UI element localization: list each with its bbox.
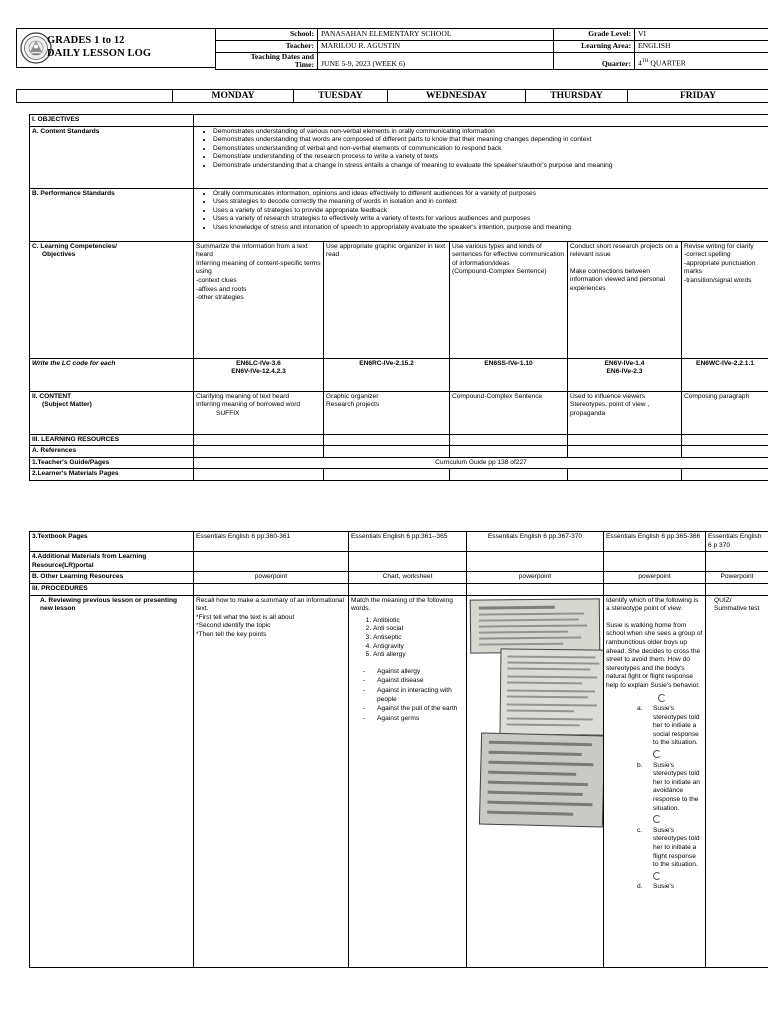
procedure-monday	[194, 595, 349, 967]
procedure-friday	[706, 595, 768, 967]
lesson-grid-bottom	[29, 531, 768, 968]
lc-code: EN6V-IVe-1.4	[604, 359, 645, 367]
tue-meaning: - Against in interacting with people	[377, 687, 464, 704]
procedure-fri-line: Summative test	[714, 605, 760, 613]
lc-mon-line: Inferring meaning of content-specific terms using	[196, 259, 321, 276]
procedure-mon-line: *Then tell the key points	[196, 630, 267, 638]
lc-thu-line: Make connections between information viewed and personal experiences	[570, 267, 665, 292]
dates-value: JUNE 5-9, 2023 (WEEK 6)	[318, 53, 554, 70]
performance-standard-item: • Orally communicates information, opinions and ideas effectively to different audiences for a variety of purposes	[213, 190, 766, 199]
competencies-label	[30, 241, 194, 358]
content-label-1: II. CONTENT	[32, 392, 72, 400]
thu-story: Susie is walking home from school when she sees a group of rambunctious older boys up ahead. She decides to cross the street to avoid them. How do stereotypes and the body's natural fight or flight response help to explain Susie's behavior.	[606, 621, 703, 689]
performance-standard-item: • Uses a variety of strategies to provide appropriate feedback	[213, 207, 766, 216]
performance-standards-label: B. Performance Standards	[30, 188, 194, 241]
content-monday	[194, 391, 324, 434]
logo-box	[16, 28, 216, 68]
tue-meaning: - Against allergy	[377, 668, 464, 677]
content-fri-line: Composing paragraph	[684, 392, 750, 400]
lc-code: EN6-IVe-2.3	[606, 368, 643, 376]
radio-icon[interactable]	[658, 694, 666, 702]
resources-title: III. LEARNING RESOURCES	[30, 434, 194, 446]
content-wed-line: Compound-Complex Sentence	[452, 392, 543, 400]
lc-code: EN6LC-IVe-3.6	[236, 359, 281, 367]
content-mon-suffix: SUFFIX	[216, 409, 240, 417]
performance-standards	[194, 188, 768, 241]
learners-materials-label: 2.Learner's Materials Pages	[30, 469, 194, 481]
days-bar	[16, 89, 768, 103]
content-standards-label: A. Content Standards	[30, 126, 194, 188]
worksheet-photo-3	[479, 732, 604, 827]
lc-code-label: Write the LC code for each	[30, 358, 194, 391]
thu-question: Identify which of the following is a stereotype point of view.	[606, 596, 699, 613]
procedure-mon-line: *First tell what the text is all about	[196, 613, 295, 621]
content-tuesday	[324, 391, 450, 434]
teachers-guide-label: 1.Teacher's Guide/Pages	[30, 457, 194, 469]
lc-friday	[682, 241, 768, 358]
content-mon-line: Inferring meaning of borrowed word	[196, 401, 301, 409]
choice-mark: c.	[637, 826, 643, 834]
area-value: ENGLISH	[635, 41, 768, 53]
lc-code: EN6RC-IVe-2.15.2	[359, 359, 414, 367]
lc-code-wednesday	[450, 358, 568, 391]
lc-wed-line: Use various types and kinds of sentences for effective communication of information/ideas	[452, 242, 565, 267]
quarter-suffix: TH	[641, 59, 649, 65]
teachers-guide-value: Curriculum Guide pp 138 of227	[194, 457, 768, 469]
radio-icon[interactable]	[653, 750, 661, 758]
radio-icon[interactable]	[653, 815, 661, 823]
content-standard-item: • Demonstrates understanding of various non-verbal elements in orally communicating information	[213, 128, 766, 137]
days-blank	[17, 90, 173, 103]
tue-meaning: - Against the pull of the earth	[377, 705, 464, 714]
lc-code: EN6SS-IVe-1.10	[484, 359, 533, 367]
thu-choice[interactable]	[623, 827, 703, 884]
other-wednesday: powerpoint	[467, 572, 604, 584]
day-monday: MONDAY	[173, 90, 294, 103]
logo-title	[47, 34, 151, 60]
objectives-blank	[194, 115, 768, 127]
tue-word: 4. Antigravity	[373, 643, 464, 652]
content-label-2: (Subject Matter)	[42, 401, 92, 409]
tue-word: 2. Anti social	[373, 625, 464, 634]
lc-thursday	[568, 241, 682, 358]
competencies-label-2: Objectives	[42, 251, 76, 259]
content-thu-line: propaganda	[570, 409, 606, 417]
other-thursday: powerpoint	[604, 572, 706, 584]
day-thursday: THURSDAY	[526, 90, 628, 103]
procedure-mon-line: *Second identify the topic	[196, 622, 271, 630]
content-standards	[194, 126, 768, 188]
lc-wednesday	[450, 241, 568, 358]
tue-word: 5. Anti allergy	[373, 651, 464, 660]
header	[16, 28, 768, 68]
content-standard-item: • Demonstrate understanding of the research process to write a variety of texts	[213, 153, 766, 162]
choice-mark: a.	[637, 705, 643, 713]
performance-standard-item: • Uses knowledge of stress and intonation of speech to appropriately evaluate the speaker's intention, purpose and meaning	[213, 224, 766, 233]
content-standard-item: • Demonstrate understanding that a change in stress entails a change of meaning to evaluate the speaker's/author's purpose and meaning	[213, 162, 766, 171]
content-tue-line: Research projects	[326, 401, 380, 409]
grade-value: VI	[635, 29, 768, 41]
lc-tue-line: Use appropriate graphic organizer in text read	[326, 242, 446, 259]
lc-mon-line: -affixes and roots	[196, 285, 247, 293]
performance-standard-item: • Uses a variety of research strategies to effectively write a variety of texts for various audiences and purposes	[213, 215, 766, 224]
choice-text: Susie's stereotypes told her to initiate a social response to the situation.	[653, 705, 700, 747]
tue-meaning: - Against disease	[377, 677, 464, 686]
lc-code-monday	[194, 358, 324, 391]
day-friday: FRIDAY	[628, 90, 768, 103]
thu-choice-list	[606, 705, 703, 892]
performance-standard-item: • Uses strategies to decode correctly the meaning of words in isolation and in context	[213, 198, 766, 207]
day-wednesday: WEDNESDAY	[388, 90, 526, 103]
procedure-thursday	[604, 595, 706, 967]
logo-line-2: DAILY LESSON LOG	[47, 48, 152, 59]
lc-wed-line: (Compound-Complex Sentence)	[452, 268, 547, 276]
content-wednesday	[450, 391, 568, 434]
procedure-fri-line: QUIZ/	[714, 596, 732, 604]
choice-text: Susie's	[653, 883, 675, 891]
lc-tuesday	[324, 241, 450, 358]
lc-thu-spacer	[570, 260, 679, 268]
lc-fri-line: Revise writing for clarify	[684, 242, 754, 250]
lc-code-friday	[682, 358, 768, 391]
content-standard-item: • Demonstrates understanding of verbal and non-verbal elements of communication to respond back	[213, 145, 766, 154]
lc-mon-line: Summarize the information from a text heard	[196, 242, 308, 259]
radio-icon[interactable]	[653, 872, 661, 880]
quarter-value	[635, 53, 768, 70]
textbook-label: 3.Textbook Pages	[30, 532, 194, 552]
worksheet-photo-2	[499, 648, 603, 735]
school-value: PANASAHAN ELEMENTARY SCHOOL	[318, 29, 554, 41]
teacher-value: MARILOU R. AGUSTIN	[318, 41, 554, 53]
content-tue-line: Graphic organizer	[326, 392, 379, 400]
content-thu-line: Used to influence viewers	[570, 392, 646, 400]
area-label: Learning Area:	[554, 41, 635, 53]
lc-mon-line: -other strategies	[196, 294, 244, 302]
choice-mark: b.	[637, 761, 643, 769]
textbook-tuesday: Essentials English 6 pp.361--365	[349, 532, 467, 552]
content-label	[30, 391, 194, 434]
content-friday	[682, 391, 768, 434]
references-label: A. References	[30, 446, 194, 458]
other-friday: Powerpoint	[706, 572, 768, 584]
procedures-title: III. PROCEDURES	[30, 583, 194, 595]
tue-word: 1. Antibiotic	[373, 617, 464, 626]
tue-meaning: - Against germs	[377, 715, 464, 724]
lc-mon-line: -context clues	[196, 276, 237, 284]
school-label: School:	[216, 29, 318, 41]
worksheet-photo-1	[470, 598, 601, 653]
day-tuesday: TUESDAY	[294, 90, 388, 103]
lc-code-tuesday	[324, 358, 450, 391]
teacher-label: Teacher:	[216, 41, 318, 53]
other-monday: powerpoint	[194, 572, 349, 584]
lc-fri-line: -correct spelling	[684, 251, 731, 259]
logo-line-1: GRADES 1 to 12	[47, 35, 125, 46]
thu-choice[interactable]	[623, 705, 703, 762]
lc-code: EN6V-IVe-12.4.2.3	[231, 368, 286, 376]
quarter-label: Quarter:	[554, 53, 635, 70]
dates-label	[216, 53, 318, 70]
tue-meaning-list	[351, 668, 464, 724]
choice-mark: d.	[637, 883, 643, 891]
tue-word: 3. Antiseptic	[373, 634, 464, 643]
thu-choice[interactable]	[623, 883, 703, 892]
content-thu-line: Stereotypes, point of view ,	[570, 401, 650, 409]
textbook-thursday: Essentials English 6 pp.365-366	[604, 532, 706, 552]
choice-text: Susie's stereotypes told her to initiate a flight response to the situation.	[653, 826, 700, 869]
procedure-wednesday	[467, 595, 604, 967]
grade-label: Grade Level:	[554, 29, 635, 41]
content-thursday	[568, 391, 682, 434]
lc-fri-line: -appropriate punctuation marks	[684, 259, 756, 276]
lc-thu-line: Conduct short research projects on a relevant issue	[570, 242, 679, 259]
quarter-number: 4	[638, 59, 642, 68]
dates-label-1: Teaching Dates and	[250, 52, 314, 61]
info-table	[215, 28, 768, 70]
objectives-title: I. OBJECTIVES	[30, 115, 194, 127]
textbook-friday: Essentials English 6 p 370	[706, 532, 768, 552]
other-tuesday: Chart, worksheet	[349, 572, 467, 584]
tue-match-intro: Match the meaning of the following words.	[351, 596, 453, 613]
procedure-tuesday	[349, 595, 467, 967]
textbook-wednesday: Essentials English 6 pp.367-370	[467, 532, 604, 552]
other-resources-label: B. Other Learning Resources	[30, 572, 194, 584]
competencies-label-1: C. Learning Competencies/	[32, 242, 118, 250]
lc-code-thursday	[568, 358, 682, 391]
additional-materials-label: 4.Additional Materials from Learning Resource(LR)portal	[30, 552, 194, 572]
dates-label-2: Time:	[294, 60, 314, 69]
choice-text: Susie's stereotypes told her to initiate an avoidance response to the situation.	[653, 761, 700, 812]
quarter-word: QUARTER	[648, 59, 686, 68]
lc-fri-line: -transition/signal words	[684, 276, 752, 284]
lc-code: EN6WC-IVe-2.2.1.1	[696, 359, 754, 367]
thu-choice[interactable]	[623, 762, 703, 827]
lc-monday	[194, 241, 324, 358]
lesson-grid-top	[29, 114, 768, 481]
content-mon-line: Clarifying meaning of text heard	[196, 392, 290, 400]
reviewing-lesson-label: A. Reviewing previous lesson or presenting new lesson	[30, 595, 194, 967]
procedure-mon-line: Recall how to make a summary of an informational text.	[196, 596, 345, 613]
tue-word-list	[351, 617, 464, 660]
content-standard-item: • Demonstrates understanding that words are composed of different parts to know that their meaning changes depending in context	[213, 136, 766, 145]
textbook-monday: Essentials English 6 pp.360-361	[194, 532, 349, 552]
